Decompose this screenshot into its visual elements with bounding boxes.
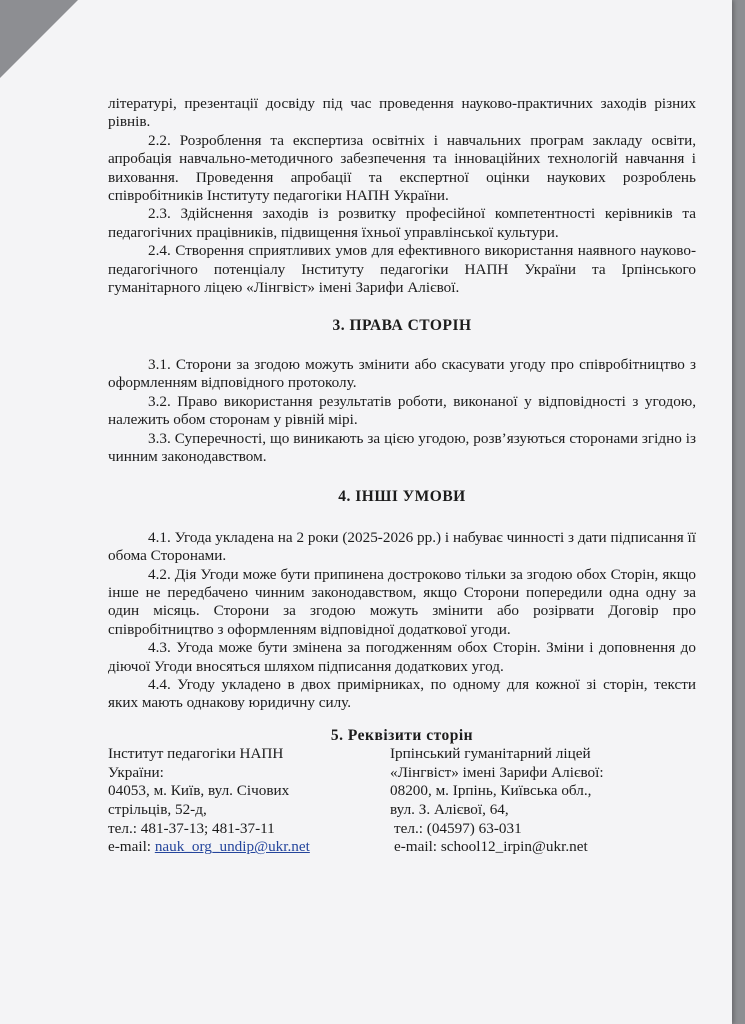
party-details bbox=[108, 745, 696, 857]
section-5-heading: 5. Реквізити сторін bbox=[330, 726, 474, 744]
paragraph-3-3: 3.3. Суперечності, що виникають за цією угодою, розв’язуються сторонами згідно із чинним законодавством. bbox=[108, 429, 696, 465]
lyceum-email-row bbox=[390, 838, 696, 857]
folded-corner bbox=[0, 0, 78, 78]
paragraph-3-2: 3.2. Право використання результатів роботи, виконаної у відповідності з угодою, належить обом сторонам у рівній мірі. bbox=[108, 392, 696, 429]
lyceum-name-line2: «Лінгвіст» імені Зарифи Алієвої: bbox=[390, 763, 604, 781]
lyceum-name-line1: Ірпінський гуманітарний ліцей bbox=[390, 745, 591, 763]
lyceum-address-line1: 08200, м. Ірпінь, Київська обл., bbox=[390, 782, 592, 800]
lyceum-phone: тел.: (04597) 63-031 bbox=[394, 819, 522, 837]
institute-address-line1: 04053, м. Київ, вул. Січових bbox=[108, 782, 290, 800]
institute-phone: тел.: 481-37-13; 481-37-11 bbox=[108, 819, 275, 837]
lyceum-address-line2: вул. З. Алієвої, 64, bbox=[390, 800, 509, 818]
institute-email-link[interactable]: nauk_org_undip@ukr.net bbox=[154, 838, 310, 856]
paragraph-4-1: 4.1. Угода укладена на 2 роки (2025-2026 рр.) і набуває чинності з дати підписання її обома Сторонами. bbox=[108, 528, 696, 565]
paragraph-4-4: 4.4. Угоду укладено в двох примірниках, по одному для кожної зі сторін, тексти яких мають однакову юридичну силу. bbox=[108, 675, 696, 712]
institute-email-row bbox=[108, 838, 390, 857]
paragraph-2-2: 2.2. Розроблення та експертиза освітніх і навчальних програм закладу освіти, апробація навчально-методичного забезпечення та інноваційних технологій навчання і виховання. Проведення апробації та експертної оцінки наукових розроблень співробітників Інституту педагогіки НАПН України. bbox=[108, 131, 696, 205]
institute-name-line1: Інститут педагогіки НАПН bbox=[108, 745, 284, 763]
paragraph-4-3: 4.3. Угода може бути змінена за погодженням обох Сторін. Зміни і доповнення до діючої Угоди вносяться шляхом підписання додаткових угод. bbox=[108, 639, 696, 675]
party-institute bbox=[108, 745, 390, 857]
paragraph-3-1: 3.1. Сторони за згодою можуть змінити або скасувати угоду про співробітництво з оформленням відповідного протоколу. bbox=[108, 355, 696, 392]
lyceum-email: school12_irpin@ukr.net bbox=[440, 838, 588, 856]
lyceum-email-label: e-mail: bbox=[394, 838, 441, 856]
paragraph-2-3: 2.3. Здійснення заходів із розвитку професійної компетентності керівників та педагогічних працівників, підвищення їхньої управлінської культури. bbox=[108, 205, 696, 241]
document-body bbox=[108, 95, 696, 857]
paragraph-2-4: 2.4. Створення сприятливих умов для ефективного використання наявного науково-педагогічного потенціалу Інституту педагогіки НАПН України та Ірпінського гуманітарного ліцею «Лінгвіст» імені Зарифи Алієвої. bbox=[108, 242, 696, 297]
party-lyceum bbox=[390, 745, 696, 857]
section-3-heading: 3. ПРАВА СТОРІН bbox=[332, 317, 472, 335]
paragraph-4-2: 4.2. Дія Угоди може бути припинена достроково тільки за згодою обох Сторін, якщо інше не передбачено чинним законодавством, якщо Сторони попередили одна одну за один місяць. Сторони за згодою можуть змінити або розірвати Договір про співробітництво з оформленням відповідної додаткової угоди. bbox=[108, 565, 696, 638]
institute-address-line2: стрільців, 52-д, bbox=[108, 800, 207, 818]
institute-name-line2: України: bbox=[108, 763, 164, 781]
paragraph-2-1-continuation: літературі, презентації досвіду під час проведення науково-практичних заходів різних рівнів. bbox=[108, 95, 696, 131]
section-4-heading: 4. ІНШІ УМОВИ bbox=[338, 488, 466, 506]
institute-email-label: e-mail: bbox=[108, 838, 155, 856]
